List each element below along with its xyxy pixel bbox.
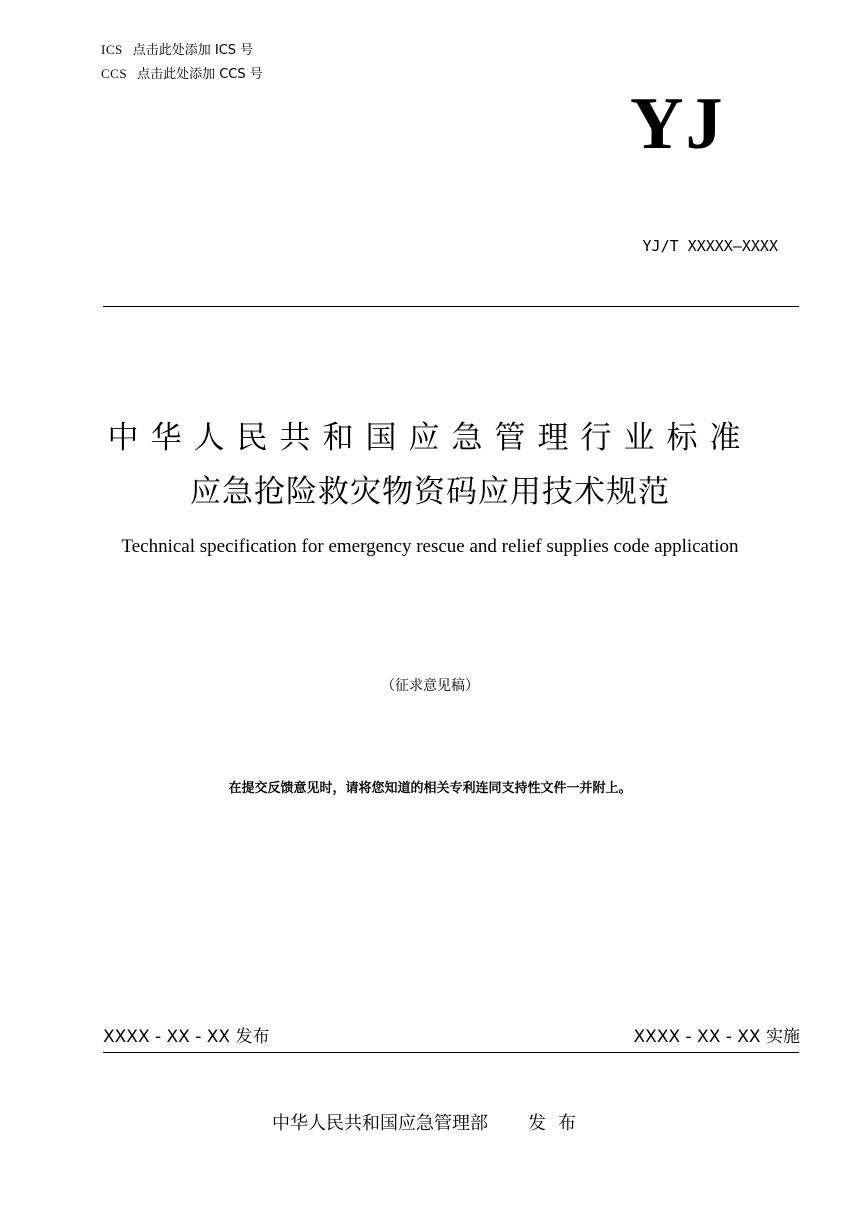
patent-notice: 在提交反馈意见时，请将您知道的相关专利连同支持性文件一并附上。 [228, 781, 632, 796]
standard-logo: YJ [630, 83, 725, 165]
ics-line [101, 42, 253, 59]
ccs-placeholder[interactable]: 点击此处添加 CCS 号 [137, 67, 263, 82]
ics-label: ICS [101, 42, 123, 57]
title-chinese-line1: 中华人民共和国应急管理行业标准 [107, 420, 753, 456]
implementation-date: XXXX - XX - XX 实施 [633, 1027, 800, 1047]
title-english: Technical specification for emergency rescue and relief supplies code application [121, 536, 739, 557]
ccs-label: CCS [101, 66, 128, 81]
standard-number: YJ/T XXXXX—XXXX [642, 237, 778, 255]
bottom-divider [103, 1052, 799, 1053]
publisher-action: 发布 [528, 1113, 588, 1134]
top-divider [103, 306, 799, 307]
title-chinese-line2: 应急抢险救灾物资码应用技术规范 [190, 474, 670, 510]
publisher-name: 中华人民共和国应急管理部 [272, 1113, 488, 1134]
ccs-line [101, 66, 263, 83]
publisher-line [180, 1112, 680, 1136]
ics-placeholder[interactable]: 点击此处添加 ICS 号 [132, 43, 254, 58]
draft-status: （征求意见稿） [381, 678, 479, 694]
issue-date: XXXX - XX - XX 发布 [103, 1027, 270, 1047]
